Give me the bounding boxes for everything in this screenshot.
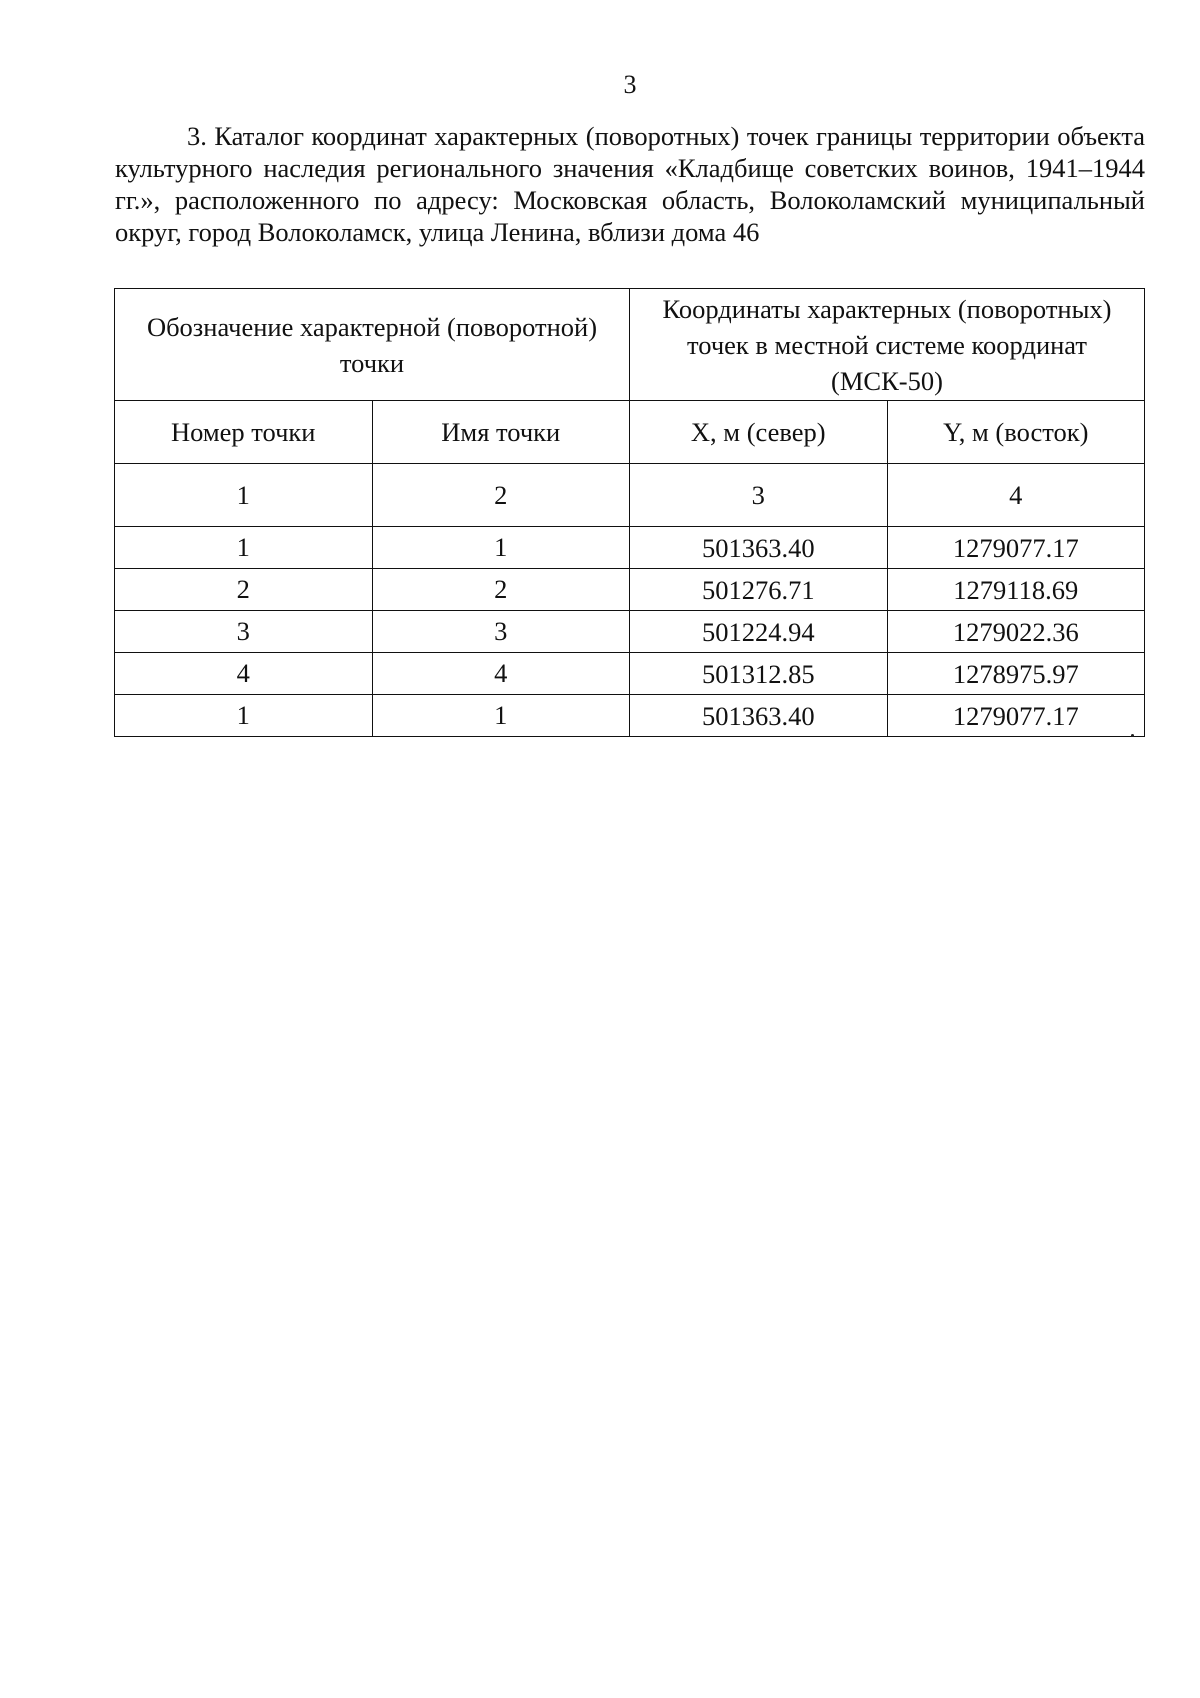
- cell-x: 501276.71: [630, 569, 888, 611]
- column-header-point-number: Номер точки: [115, 401, 373, 464]
- column-header-x: X, м (север): [630, 401, 888, 464]
- column-number: 1: [115, 464, 373, 527]
- coordinates-table: [114, 288, 1145, 737]
- cell-y: 1279077.17: [887, 695, 1145, 737]
- cell-x: 501363.40: [630, 695, 888, 737]
- cell-point-number: 2: [115, 569, 373, 611]
- cell-point-number: 3: [115, 611, 373, 653]
- cell-y: 1279118.69: [887, 569, 1145, 611]
- table-row: [115, 527, 1145, 569]
- table-column-header-row: [115, 401, 1145, 464]
- column-header-y: Y, м (восток): [887, 401, 1145, 464]
- table-row: [115, 695, 1145, 737]
- table-row: [115, 569, 1145, 611]
- column-number: 2: [372, 464, 630, 527]
- cell-point-number: 1: [115, 695, 373, 737]
- column-number: 3: [630, 464, 888, 527]
- cell-point-name: 1: [372, 527, 630, 569]
- cell-y: 1279077.17: [887, 527, 1145, 569]
- cell-y: 1279022.36: [887, 611, 1145, 653]
- column-header-point-name: Имя точки: [372, 401, 630, 464]
- stray-dot-mark: [1131, 734, 1134, 737]
- page-number: 3: [623, 70, 637, 99]
- cell-point-number: 1: [115, 527, 373, 569]
- column-number: 4: [887, 464, 1145, 527]
- table-group-header-row: [115, 289, 1145, 401]
- table-column-number-row: [115, 464, 1145, 527]
- cell-point-name: 2: [372, 569, 630, 611]
- group-header-coordinates: Координаты характерных (поворотных) точек в местной системе координат (МСК-50): [630, 289, 1145, 401]
- group-header-point-designation: Обозначение характерной (поворотной) точки: [115, 289, 630, 401]
- cell-point-name: 4: [372, 653, 630, 695]
- cell-point-name: 1: [372, 695, 630, 737]
- table-row: [115, 611, 1145, 653]
- catalog-paragraph: 3. Каталог координат характерных (поворотных) точек границы территории объекта культурного наследия регионального значения «Кладбище советских воинов, 1941–1944 гг.», расположенного по адресу: Московская область, Волоколамский муниципальный округ, город Волоколамск, улица Ленина, вблизи дома 46: [115, 121, 1145, 247]
- cell-y: 1278975.97: [887, 653, 1145, 695]
- table-row: [115, 653, 1145, 695]
- cell-x: 501363.40: [630, 527, 888, 569]
- cell-x: 501312.85: [630, 653, 888, 695]
- cell-point-name: 3: [372, 611, 630, 653]
- cell-point-number: 4: [115, 653, 373, 695]
- cell-x: 501224.94: [630, 611, 888, 653]
